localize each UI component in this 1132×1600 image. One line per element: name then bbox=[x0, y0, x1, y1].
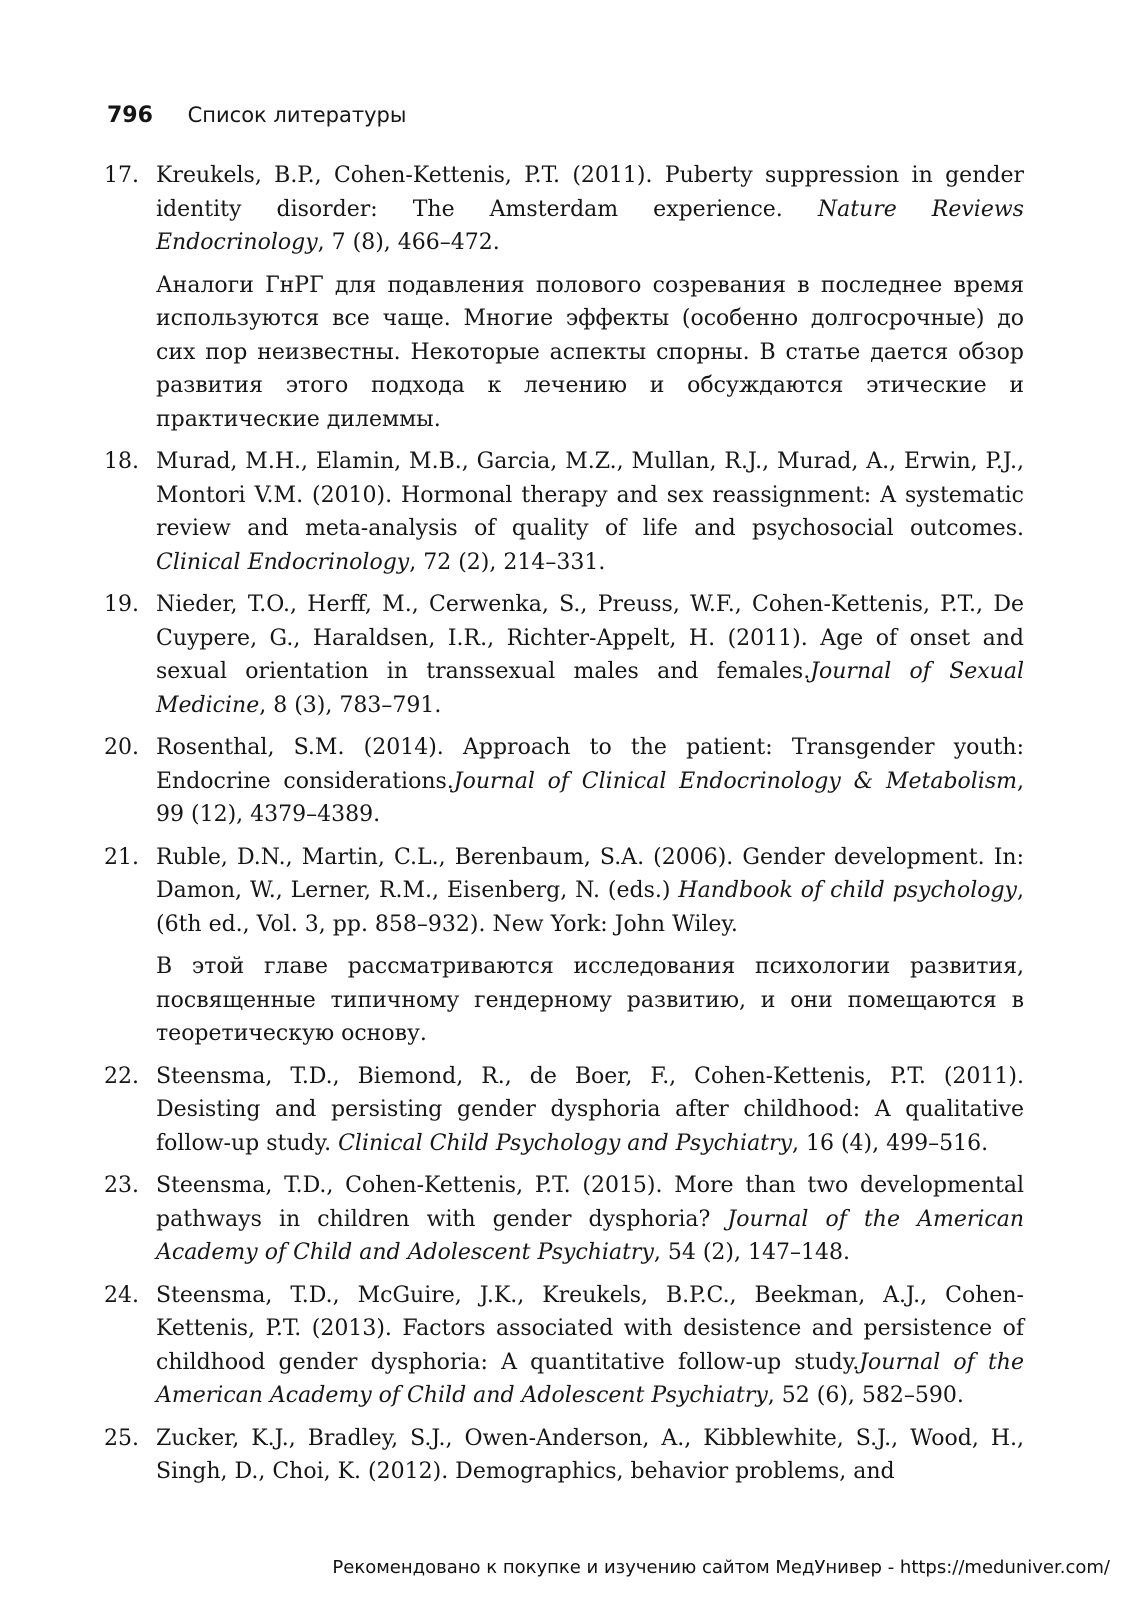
journal-title: Journal of Clinical Endocrinology & Metabolism bbox=[453, 768, 1017, 794]
reference-citation bbox=[156, 1060, 1024, 1161]
citation-details: , 16 (4), 499–516. bbox=[792, 1130, 989, 1156]
journal-title: Journal of the American Academy of Child and Adolescent Psychiatry bbox=[156, 1206, 1024, 1265]
citation-details: , 8 (3), 783–791. bbox=[259, 692, 442, 718]
reference-annotation: Аналоги ГнРГ для подавления полового созревания в последнее время используются все чаще. Многие эффекты (особенно долгосрочные) до сих пор неизвестны. Некоторые аспекты спорны. В статье дается обзор развития этого подхода к лечению и обсуждаются этические и практические дилеммы. bbox=[156, 272, 1024, 432]
reference-number: 24. bbox=[104, 1282, 139, 1308]
reference-number: 18. bbox=[104, 449, 139, 474]
citation-text: Nieder, T.O., Herff, M., Cerwenka, S., Preuss, W.F., Cohen-Kettenis, P.T., De Cuypere, G., Haraldsen, I.R., Richter-Appelt, H. (2011). Age of onset and sexual orientation in transsexual males and females. bbox=[156, 592, 1024, 684]
book-title: Handbook of child psychology bbox=[678, 878, 1017, 903]
reference-citation bbox=[156, 841, 1024, 942]
citation-text: Rosenthal, S.M. (2014). Approach to the patient: Transgender youth: Endocrine considerations. bbox=[156, 735, 1024, 794]
reference-list bbox=[104, 159, 1024, 1498]
reference-item-17 bbox=[104, 159, 1024, 436]
reference-item-24 bbox=[104, 1279, 1024, 1413]
citation-text: Murad, M.H., Elamin, M.B., Garcia, M.Z., Mullan, R.J., Murad, A., Erwin, P.J., Montori V.M. (2010). Hormonal therapy and sex reassignment: A systematic review and meta-analysis of quality of life and psychosocial outcomes. bbox=[156, 449, 1024, 541]
citation-details: , 52 (6), 582–590. bbox=[767, 1383, 964, 1408]
reference-citation bbox=[156, 445, 1024, 579]
reference-item-21 bbox=[104, 841, 1024, 1051]
citation-details: , 7 (8), 466–472. bbox=[317, 230, 500, 255]
reference-number: 20. bbox=[104, 735, 139, 760]
reference-item-22 bbox=[104, 1060, 1024, 1161]
journal-title: Clinical Child Psychology and Psychiatry bbox=[338, 1130, 792, 1156]
reference-number: 23. bbox=[104, 1173, 139, 1198]
citation-text: Steensma, T.D., Cohen-Kettenis, P.T. (2015). More than two developmental pathways in children with gender dysphoria? bbox=[156, 1173, 1024, 1232]
section-title: Список литературы bbox=[187, 103, 407, 127]
watermark-footer: Рекомендовано к покупке и изучению сайтом МедУнивер - https://meduniver.com/ bbox=[332, 1557, 1110, 1578]
reference-citation bbox=[156, 1422, 1024, 1489]
citation-details: , (6th ed., Vol. 3, pp. 858–932). New York: John Wiley. bbox=[156, 878, 1024, 937]
journal-title: Nature Reviews Endocrinology bbox=[156, 196, 1024, 255]
reference-number: 22. bbox=[104, 1063, 139, 1089]
page-number: 796 bbox=[107, 103, 153, 128]
reference-number: 21. bbox=[104, 844, 139, 870]
reference-citation bbox=[156, 1169, 1024, 1270]
citation-details: , 99 (12), 4379–4389. bbox=[156, 768, 1024, 827]
reference-citation bbox=[156, 1279, 1024, 1413]
journal-title: Clinical Endocrinology bbox=[156, 549, 410, 575]
citation-text: Steensma, T.D., McGuire, J.K., Kreukels, B.P.C., Beekman, A.J., Cohen-Kettenis, P.T. (2013). Factors associated with desistence and persistence of childhood gender dysphoria: A quantitative follow-up study. bbox=[156, 1282, 1024, 1375]
citation-details: , 72 (2), 214–331. bbox=[409, 549, 606, 575]
reference-item-25 bbox=[104, 1422, 1024, 1489]
citation-details: , 54 (2), 147–148. bbox=[653, 1240, 850, 1265]
reference-citation bbox=[156, 159, 1024, 260]
citation-text: Zucker, K.J., Bradley, S.J., Owen-Anderson, A., Kibblewhite, S.J., Wood, H., Singh, D., Choi, K. (2012). Demographics, behavior problems, and bbox=[156, 1425, 1024, 1484]
reference-item-19 bbox=[104, 588, 1024, 722]
reference-citation bbox=[156, 731, 1024, 832]
reference-number: 19. bbox=[104, 592, 139, 617]
citation-text: Kreukels, B.P., Cohen-Kettenis, P.T. (2011). Puberty suppression in gender identity disorder: The Amsterdam experience. bbox=[156, 163, 1024, 222]
running-head bbox=[107, 100, 406, 131]
reference-number: 17. bbox=[104, 163, 139, 188]
reference-item-20 bbox=[104, 731, 1024, 832]
reference-citation bbox=[156, 588, 1024, 722]
reference-item-18 bbox=[104, 445, 1024, 579]
citation-text: Steensma, T.D., Biemond, R., de Boer, F., Cohen-Kettenis, P.T. (2011). Desisting and persisting gender dysphoria after childhood: A qualitative follow-up study. bbox=[156, 1063, 1024, 1156]
citation-text: Ruble, D.N., Martin, C.L., Berenbaum, S.A. (2006). Gender development. In: Damon, W., Lerner, R.M., Eisenberg, N. (eds.) bbox=[156, 844, 1024, 903]
journal-title: Journal of Sexual Medicine bbox=[156, 659, 1025, 718]
reference-annotation: В этой главе рассматриваются исследования психологии развития, посвященные типичному гендерному развитию, и они помещаются в теоретическую основу. bbox=[156, 954, 1024, 1046]
reference-item-23 bbox=[104, 1169, 1024, 1270]
reference-number: 25. bbox=[104, 1425, 139, 1451]
journal-title: Journal of the American Academy of Child and Adolescent Psychiatry bbox=[156, 1349, 1024, 1408]
